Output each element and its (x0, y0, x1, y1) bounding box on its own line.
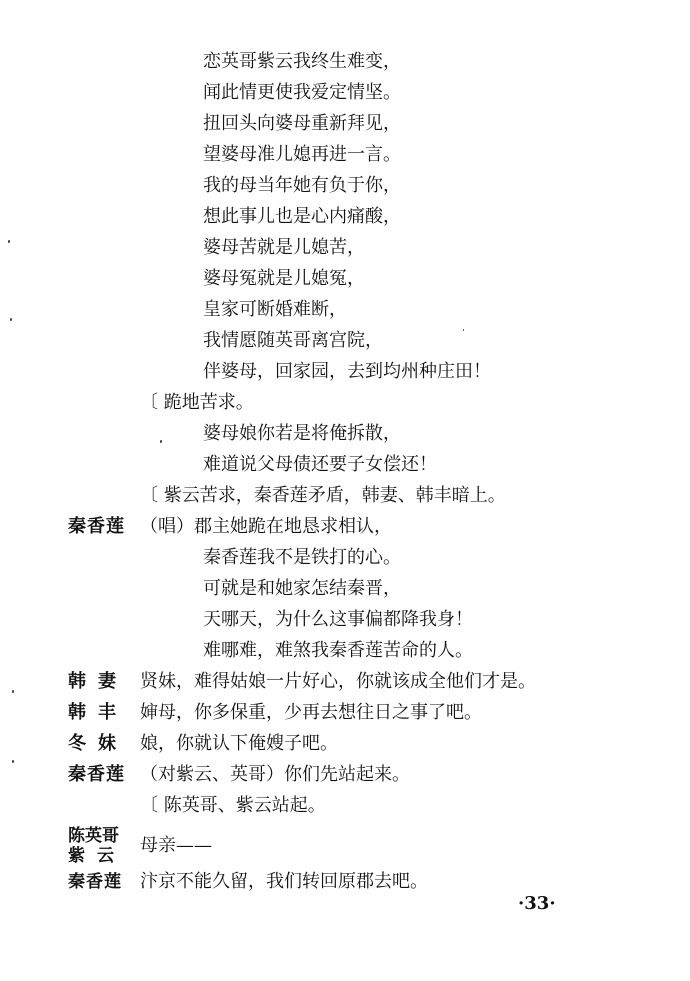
dialogue-line: （唱）郡主她跪在地恳求相认， (140, 516, 392, 537)
verse-line: 望婆母准儿媳再进一言。 (203, 144, 401, 165)
scan-speck (463, 329, 464, 331)
speaker-name: 陈英哥 (68, 826, 119, 846)
verse-line: 可就是和她家怎结秦晋， (203, 578, 401, 599)
verse-line: 扭回头向婆母重新拜见， (203, 113, 401, 134)
speaker-name: 韩丰 (68, 702, 128, 723)
verse-line: 想此事儿也是心内痛酸， (203, 206, 401, 227)
scan-speck (8, 240, 10, 243)
verse-line: 我情愿随英哥离宫院， (203, 330, 383, 351)
speaker-name: 秦香莲 (68, 764, 125, 785)
scan-speck (10, 318, 12, 321)
dialogue-line: （对紫云、英哥）你们先站起来。 (140, 764, 410, 785)
verse-line: 难哪难，难煞我秦香莲苦命的人。 (203, 640, 473, 661)
verse-line: 婆母冤就是儿媳冤， (203, 268, 365, 289)
verse-line: 秦香莲我不是铁打的心。 (203, 547, 401, 568)
verse-line: 恋英哥紫云我终生难变， (203, 51, 401, 72)
scan-speck (12, 760, 14, 763)
verse-line: 闻此情更使我爱定情坚。 (203, 82, 401, 103)
verse-line: 婆母娘你若是将俺拆散， (203, 423, 401, 444)
dialogue-line: 母亲—— (140, 835, 212, 856)
scan-speck (12, 690, 14, 693)
verse-line: 我的母当年她有负于你， (203, 175, 401, 196)
dialogue-line: 娘，你就认下俺嫂子吧。 (140, 733, 338, 754)
joint-speaker (68, 826, 126, 866)
stage-direction: 〔 跪地苦求。 (140, 392, 254, 413)
dialogue-line: 婶母，你多保重，少再去想往日之事了吧。 (140, 702, 482, 723)
scan-speck (160, 440, 162, 443)
stage-direction: 〔 紫云苦求，秦香莲矛盾，韩妻、韩丰暗上。 (140, 485, 506, 506)
verse-line: 婆母苦就是儿媳苦， (203, 237, 365, 258)
verse-line: 伴婆母，回家园，去到均州种庄田！ (203, 361, 491, 382)
speaker-name: 秦香莲 (68, 516, 125, 537)
verse-line: 皇家可断婚难断， (203, 299, 347, 320)
speaker-name: 秦香莲 (68, 872, 122, 892)
page-number: ·33· (518, 893, 556, 914)
dialogue-line: 贤妹，难得姑娘一片好心，你就该成全他们才是。 (140, 671, 536, 692)
speaker-name: 冬妹 (68, 733, 128, 754)
speaker-name: 韩妻 (68, 671, 128, 692)
verse-line: 难道说父母债还要子女偿还！ (203, 454, 437, 475)
verse-line: 天哪天，为什么这事偏都降我身！ (203, 609, 473, 630)
speaker-name: 紫云 (68, 846, 126, 866)
stage-direction: 〔 陈英哥、紫云站起。 (140, 795, 326, 816)
dialogue-line: 汴京不能久留，我们转回原郡去吧。 (140, 871, 428, 892)
